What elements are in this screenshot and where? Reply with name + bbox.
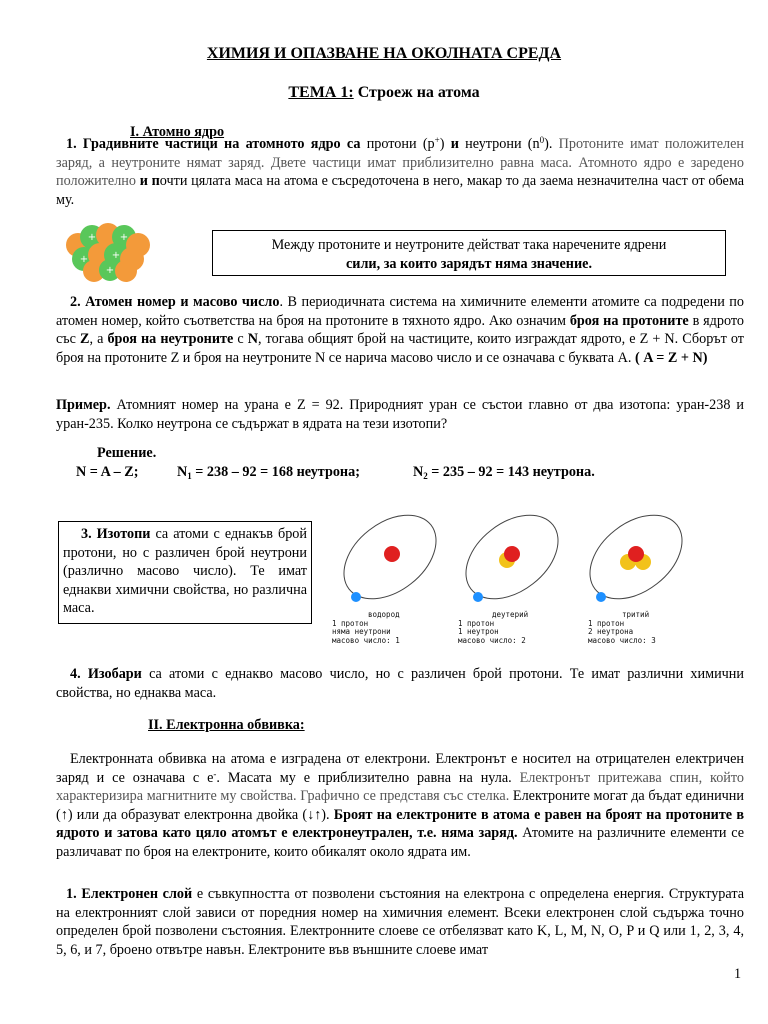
solution-n1: $N_1 = 238 - 92 = 168$ неутрона; [177,464,360,481]
paragraph-electron-layer: 1. Електронен слой е съвкупността от позволени състояния на електрона с определена енергия. Структурата на електронният слой зависи от поредния номер на химичния елемент. Всеки електронен слой съдържа точно определен брой позволени състояния. Електронните слоеве се отбелязват като K, L, M, N, O, P и Q или 1, 2, 3, 4, 5, 6, и 7, броено отвътре навън. Електроните във външните слоеве имат [56,886,744,958]
paragraph-electron-shell: Електронната обвивка на атома е изградена от електрони. Електронът е носител на отрицателен електричен заряд и се означава с е-. Масата му е приблизително равна на нула. Електронът притежава спин, който характеризира магнитните му свойства. Графично се представя със стелка. Електроните могат да бъдат единични (↑) или да образуват електронна двойка (↓↑). Броят на електроните в атома е равен на броят на протоните в ядрото и затова като цяло атомът е електронеутрален, т.е. няма заряд. Атомите на различните елементи се различават по броя на електроните, които обикалят около ядрата им. [56,751,744,860]
paragraph-nucleus: 1. Градивните частици на атомното ядро са протони (p+) и неутрони $(n^0)$. Протоните имат положителен заряд, а неутроните нямат заряд. Двете частици имат приблизително равна маса. Атомното ядро е заредено положително и почти цялата маса на атома е съсредоточена в него, макар то да заема незначителна част от обема му. [56,135,745,208]
example-paragraph: Пример. Атомният номер на урана е Z = 92. Природният уран се състои главно от два изотопа: уран-238 и уран-235. Колко неутрона се съдържат в ядрата на тези изотопи? [56,397,744,432]
section-1-heading: I. Атомно ядро [130,124,225,140]
section-2-heading: II. Електронна обвивка: [148,717,305,733]
isotopes-box: 3. Изотопи са атоми с еднакъв брой протони, но с различен брой неутрони (различно масово число). Те имат еднакви химични свойства, но различна маса. [58,521,312,624]
deuterium-label: деутерий 1 протон 1 неутрон масово число: 2 [458,610,529,645]
electron-icon [351,592,361,602]
page-number: 1 [734,966,742,982]
hydrogen-isotopes-figure [318,512,716,644]
proton-icon [504,546,520,562]
electron-icon [473,592,483,602]
nuclear-forces-note: Между протоните и неутроните действат така наречените ядрени сили, за които зарядът няма значение. [212,230,726,276]
paragraph-atomic-number: 2. Атомен номер и масово число. В периодичната система на химичните елементи атомите са подредени по атомен номер, който съответства на броя на протоните в тяхното ядро. Ако означим броя на протоните в ядрото със Z, а броя на неутроните с N, тогава общият брой на частиците, които изграждат ядрото, е Z + N. Сборът от броя на протоните Z и броя на неутроните N се нарича масово число и се означава с буквата А. ( A = Z + N) [56,294,744,366]
solution-n2: $N_2 = 235 - 92 = 143$ неутрона. [413,464,595,481]
isobars-paragraph: 4. Изобари са атоми с еднакво масово число, но с различен брой протони. Те имат различни химични свойства, но еднаква маса. [56,666,744,701]
solution-formula: N = A – Z; [76,464,139,480]
svg-text:+: + [87,232,97,243]
tritium-label: тритий 1 протон 2 неутрона масово число: 3 [588,610,656,645]
svg-text:+: + [111,250,121,261]
isotope-orbits [318,512,716,622]
hydrogen-label: водород 1 протон няма неутрони масово число: 1 [332,610,400,645]
electron-icon [596,592,606,602]
topic-heading: ТЕМА 1: Строеж на атома [288,84,480,101]
svg-text:+: + [105,265,115,276]
document-title: ХИМИЯ И ОПАЗВАНЕ НА ОКОЛНАТА СРЕДА [206,45,562,62]
svg-text:+: + [79,254,89,265]
proton-icon [384,546,400,562]
proton-icon [628,546,644,562]
nucleus-cluster-image [58,215,158,285]
solution-heading: Решение. [97,445,157,461]
svg-text:+: + [119,232,129,243]
